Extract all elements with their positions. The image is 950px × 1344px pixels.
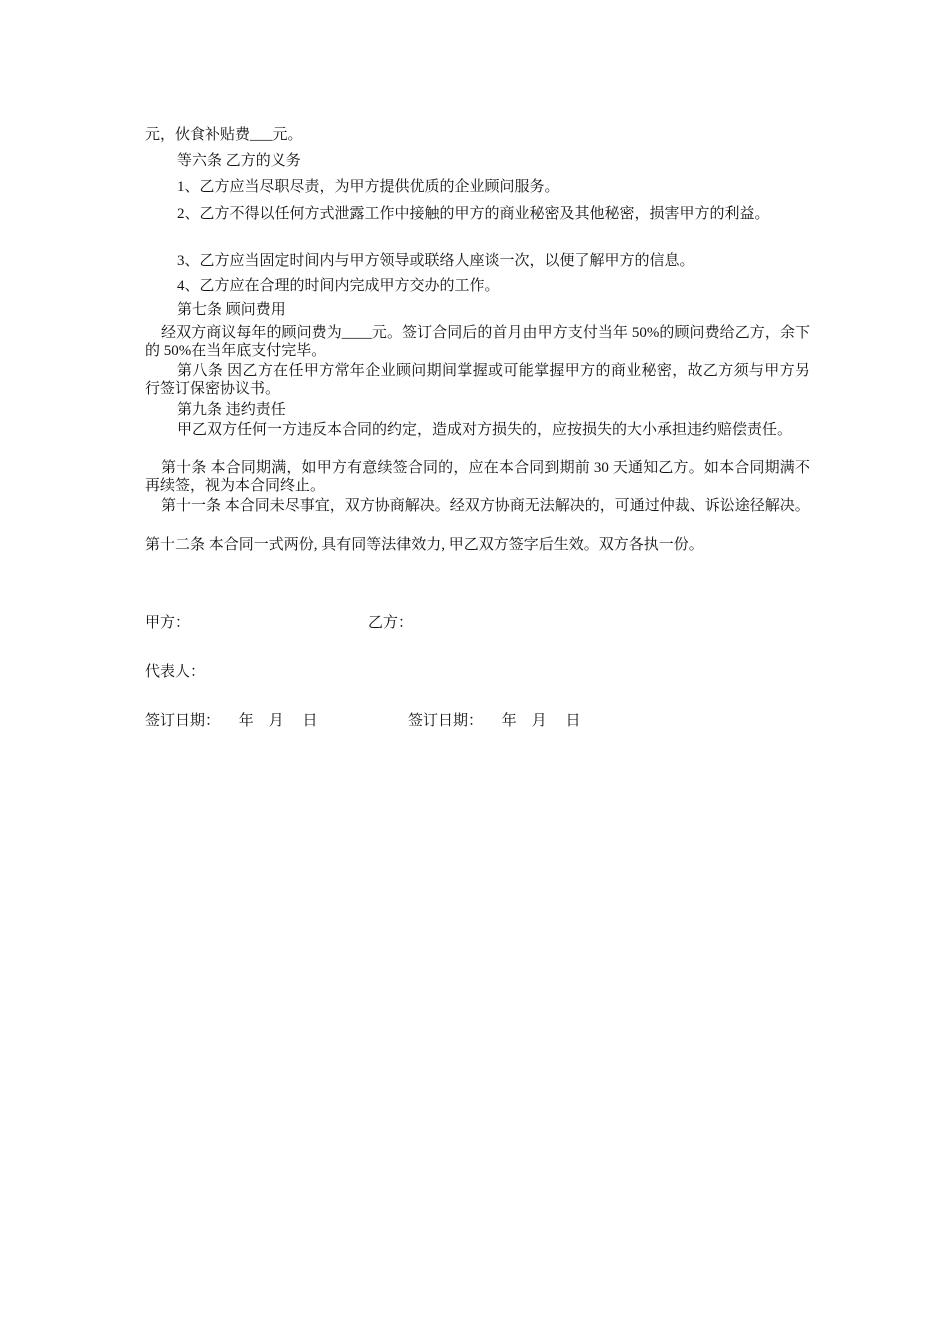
article-9-heading: 第九条 违约责任 <box>177 402 286 418</box>
article-6-item-1: 1、乙方应当尽职尽责，为甲方提供优质的企业顾问服务。 <box>177 179 560 195</box>
article-8-text: 第八条 因乙方在任甲方常年企业顾问期间掌握或可能掌握甲方的商业秘密，故乙方须与甲方另行签订保密协议书。 <box>145 363 810 397</box>
article-7-heading: 第七条 顾问费用 <box>177 302 286 318</box>
party-b-sign-date: 签订日期： 年 月 日 <box>408 713 581 729</box>
article-6-heading: 等六条 乙方的义务 <box>177 153 301 169</box>
article-6-item-3: 3、乙方应当固定时间内与甲方领导或联络人座谈一次，以便了解甲方的信息。 <box>177 253 695 269</box>
party-b-label: 乙方： <box>368 615 414 631</box>
party-a-sign-date: 签订日期： 年 月 日 <box>145 713 318 729</box>
paragraph-continuation: 元，伙食补贴费___元。 <box>145 127 303 143</box>
article-10-text: 第十条 本合同期满，如甲方有意续签合同的，应在本合同到期前 30 天通知乙方。如本合同期满不再续签，视为本合同终止。 <box>145 460 810 494</box>
party-a-label: 甲方： <box>145 615 191 631</box>
article-6-item-4: 4、乙方应在合理的时间内完成甲方交办的工作。 <box>177 278 500 294</box>
article-7-text: 经双方商议每年的顾问费为____元。签订合同后的首月由甲方支付当年 50%的顾问费给乙方，余下的 50%在当年底支付完毕。 <box>145 325 810 359</box>
article-6-item-2: 2、乙方不得以任何方式泄露工作中接触的甲方的商业秘密及其他秘密，损害甲方的利益。 <box>177 206 770 222</box>
representative-label: 代表人： <box>145 664 206 680</box>
article-12-text: 第十二条 本合同一式两份, 具有同等法律效力, 甲乙双方签字后生效。双方各执一份。 <box>145 537 704 553</box>
article-9-text: 甲乙双方任何一方违反本合同的约定，造成对方损失的，应按损失的大小承担违约赔偿责任。 <box>177 422 793 438</box>
article-11-text: 第十一条 本合同未尽事宜，双方协商解决。经双方协商无法解决的，可通过仲裁、诉讼途径解决。 <box>161 498 810 514</box>
